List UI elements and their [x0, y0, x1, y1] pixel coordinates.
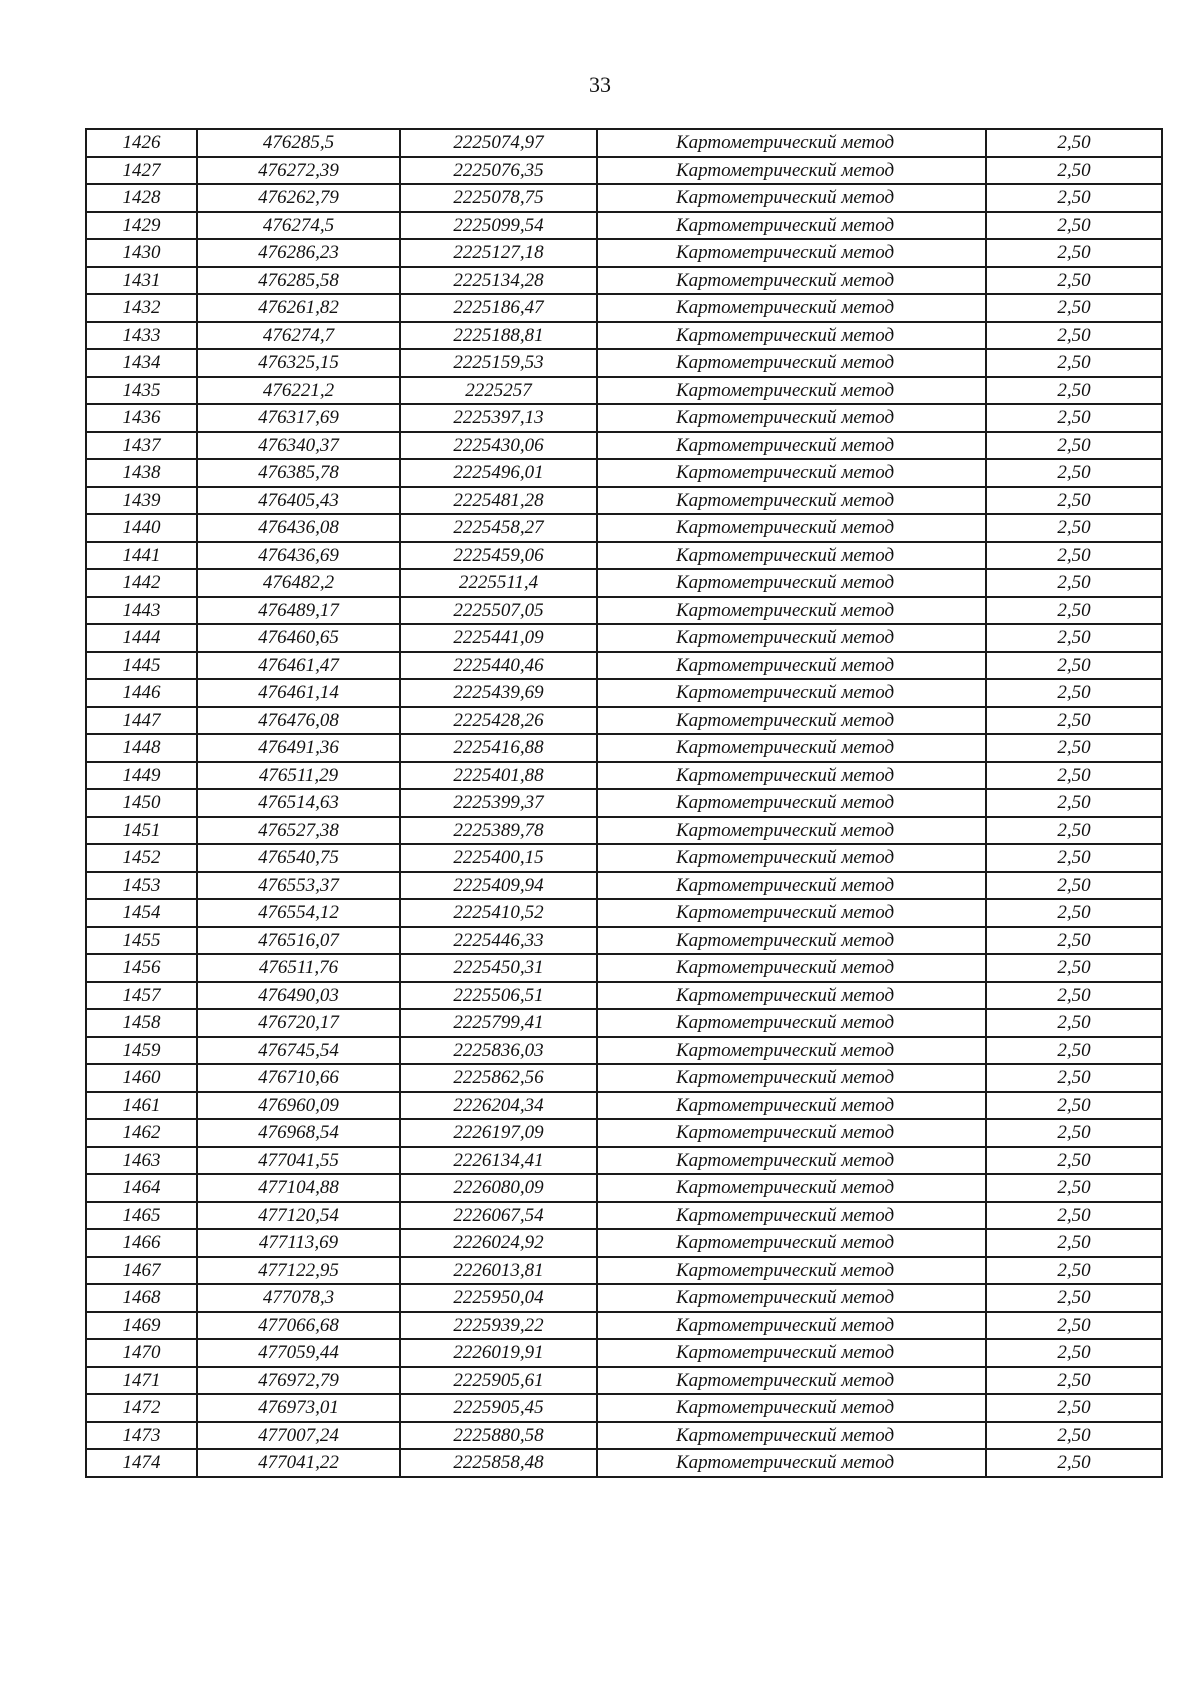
method-cell: Картометрический метод: [597, 1394, 986, 1422]
accuracy-cell: 2,50: [986, 514, 1162, 542]
accuracy-cell: 2,50: [986, 1394, 1162, 1422]
point-number-cell: 1456: [86, 954, 197, 982]
y-coordinate-cell: 2226013,81: [400, 1257, 597, 1285]
point-number-cell: 1468: [86, 1284, 197, 1312]
y-coordinate-cell: 2225078,75: [400, 184, 597, 212]
point-number-cell: 1427: [86, 157, 197, 185]
method-cell: Картометрический метод: [597, 184, 986, 212]
accuracy-cell: 2,50: [986, 542, 1162, 570]
point-number-cell: 1462: [86, 1119, 197, 1147]
method-cell: Картометрический метод: [597, 817, 986, 845]
point-number-cell: 1474: [86, 1449, 197, 1477]
point-number-cell: 1469: [86, 1312, 197, 1340]
accuracy-cell: 2,50: [986, 349, 1162, 377]
x-coordinate-cell: 476960,09: [197, 1092, 400, 1120]
accuracy-cell: 2,50: [986, 789, 1162, 817]
method-cell: Картометрический метод: [597, 542, 986, 570]
y-coordinate-cell: 2225186,47: [400, 294, 597, 322]
y-coordinate-cell: 2225439,69: [400, 679, 597, 707]
table-row: [86, 954, 1162, 982]
accuracy-cell: 2,50: [986, 377, 1162, 405]
x-coordinate-cell: 476436,08: [197, 514, 400, 542]
accuracy-cell: 2,50: [986, 707, 1162, 735]
x-coordinate-cell: 476514,63: [197, 789, 400, 817]
y-coordinate-cell: 2225409,94: [400, 872, 597, 900]
accuracy-cell: 2,50: [986, 569, 1162, 597]
y-coordinate-cell: 2225416,88: [400, 734, 597, 762]
method-cell: Картометрический метод: [597, 569, 986, 597]
accuracy-cell: 2,50: [986, 872, 1162, 900]
accuracy-cell: 2,50: [986, 1202, 1162, 1230]
method-cell: Картометрический метод: [597, 762, 986, 790]
point-number-cell: 1451: [86, 817, 197, 845]
method-cell: Картометрический метод: [597, 514, 986, 542]
x-coordinate-cell: 476274,7: [197, 322, 400, 350]
table-row: [86, 239, 1162, 267]
point-number-cell: 1461: [86, 1092, 197, 1120]
method-cell: Картометрический метод: [597, 679, 986, 707]
y-coordinate-cell: 2225410,52: [400, 899, 597, 927]
y-coordinate-cell: 2225389,78: [400, 817, 597, 845]
method-cell: Картометрический метод: [597, 404, 986, 432]
y-coordinate-cell: 2226019,91: [400, 1339, 597, 1367]
x-coordinate-cell: 476272,39: [197, 157, 400, 185]
method-cell: Картометрический метод: [597, 1202, 986, 1230]
y-coordinate-cell: 2225428,26: [400, 707, 597, 735]
y-coordinate-cell: 2225481,28: [400, 487, 597, 515]
table-row: [86, 1394, 1162, 1422]
table-row: [86, 157, 1162, 185]
point-number-cell: 1438: [86, 459, 197, 487]
y-coordinate-cell: 2225127,18: [400, 239, 597, 267]
point-number-cell: 1452: [86, 844, 197, 872]
y-coordinate-cell: 2225159,53: [400, 349, 597, 377]
method-cell: Картометрический метод: [597, 927, 986, 955]
table-row: [86, 707, 1162, 735]
method-cell: Картометрический метод: [597, 789, 986, 817]
table-row: [86, 377, 1162, 405]
x-coordinate-cell: 476554,12: [197, 899, 400, 927]
table-row: [86, 1339, 1162, 1367]
point-number-cell: 1434: [86, 349, 197, 377]
point-number-cell: 1431: [86, 267, 197, 295]
table-row: [86, 1092, 1162, 1120]
table-row: [86, 817, 1162, 845]
accuracy-cell: 2,50: [986, 844, 1162, 872]
y-coordinate-cell: 2225441,09: [400, 624, 597, 652]
method-cell: Картометрический метод: [597, 872, 986, 900]
accuracy-cell: 2,50: [986, 652, 1162, 680]
table-row: [86, 982, 1162, 1010]
method-cell: Картометрический метод: [597, 1339, 986, 1367]
x-coordinate-cell: 476274,5: [197, 212, 400, 240]
point-number-cell: 1437: [86, 432, 197, 460]
accuracy-cell: 2,50: [986, 267, 1162, 295]
x-coordinate-cell: 476745,54: [197, 1037, 400, 1065]
point-number-cell: 1435: [86, 377, 197, 405]
x-coordinate-cell: 476476,08: [197, 707, 400, 735]
y-coordinate-cell: 2225496,01: [400, 459, 597, 487]
accuracy-cell: 2,50: [986, 762, 1162, 790]
accuracy-cell: 2,50: [986, 1339, 1162, 1367]
table-row: [86, 404, 1162, 432]
coordinates-table: [85, 128, 1163, 1478]
point-number-cell: 1429: [86, 212, 197, 240]
point-number-cell: 1428: [86, 184, 197, 212]
method-cell: Картометрический метод: [597, 157, 986, 185]
method-cell: Картометрический метод: [597, 1312, 986, 1340]
point-number-cell: 1448: [86, 734, 197, 762]
table-row: [86, 679, 1162, 707]
x-coordinate-cell: 477120,54: [197, 1202, 400, 1230]
method-cell: Картометрический метод: [597, 1367, 986, 1395]
y-coordinate-cell: 2225905,45: [400, 1394, 597, 1422]
point-number-cell: 1440: [86, 514, 197, 542]
point-number-cell: 1446: [86, 679, 197, 707]
table-row: [86, 459, 1162, 487]
y-coordinate-cell: 2225507,05: [400, 597, 597, 625]
x-coordinate-cell: 476285,5: [197, 129, 400, 157]
y-coordinate-cell: 2226204,34: [400, 1092, 597, 1120]
method-cell: Картометрический метод: [597, 294, 986, 322]
accuracy-cell: 2,50: [986, 212, 1162, 240]
y-coordinate-cell: 2225799,41: [400, 1009, 597, 1037]
accuracy-cell: 2,50: [986, 927, 1162, 955]
y-coordinate-cell: 2225430,06: [400, 432, 597, 460]
x-coordinate-cell: 477059,44: [197, 1339, 400, 1367]
table-row: [86, 129, 1162, 157]
table-row: [86, 1367, 1162, 1395]
y-coordinate-cell: 2225399,37: [400, 789, 597, 817]
point-number-cell: 1453: [86, 872, 197, 900]
accuracy-cell: 2,50: [986, 1092, 1162, 1120]
table-row: [86, 267, 1162, 295]
x-coordinate-cell: 476553,37: [197, 872, 400, 900]
page-number: 33: [589, 72, 611, 97]
table-row: [86, 762, 1162, 790]
y-coordinate-cell: 2225400,15: [400, 844, 597, 872]
accuracy-cell: 2,50: [986, 1009, 1162, 1037]
accuracy-cell: 2,50: [986, 1312, 1162, 1340]
method-cell: Картометрический метод: [597, 1092, 986, 1120]
table-row: [86, 1257, 1162, 1285]
method-cell: Картометрический метод: [597, 624, 986, 652]
method-cell: Картометрический метод: [597, 597, 986, 625]
method-cell: Картометрический метод: [597, 267, 986, 295]
method-cell: Картометрический метод: [597, 349, 986, 377]
method-cell: Картометрический метод: [597, 1257, 986, 1285]
point-number-cell: 1458: [86, 1009, 197, 1037]
x-coordinate-cell: 476972,79: [197, 1367, 400, 1395]
accuracy-cell: 2,50: [986, 1174, 1162, 1202]
x-coordinate-cell: 476405,43: [197, 487, 400, 515]
method-cell: Картометрический метод: [597, 1147, 986, 1175]
method-cell: Картометрический метод: [597, 1009, 986, 1037]
point-number-cell: 1444: [86, 624, 197, 652]
point-number-cell: 1442: [86, 569, 197, 597]
table-row: [86, 1284, 1162, 1312]
x-coordinate-cell: 476968,54: [197, 1119, 400, 1147]
accuracy-cell: 2,50: [986, 1422, 1162, 1450]
method-cell: Картометрический метод: [597, 1422, 986, 1450]
point-number-cell: 1459: [86, 1037, 197, 1065]
accuracy-cell: 2,50: [986, 487, 1162, 515]
y-coordinate-cell: 2225858,48: [400, 1449, 597, 1477]
point-number-cell: 1433: [86, 322, 197, 350]
method-cell: Картометрический метод: [597, 239, 986, 267]
accuracy-cell: 2,50: [986, 157, 1162, 185]
x-coordinate-cell: 476385,78: [197, 459, 400, 487]
accuracy-cell: 2,50: [986, 1284, 1162, 1312]
y-coordinate-cell: 2225836,03: [400, 1037, 597, 1065]
y-coordinate-cell: 2226080,09: [400, 1174, 597, 1202]
coordinates-table-body: [86, 129, 1162, 1477]
y-coordinate-cell: 2225440,46: [400, 652, 597, 680]
accuracy-cell: 2,50: [986, 129, 1162, 157]
method-cell: Картометрический метод: [597, 982, 986, 1010]
y-coordinate-cell: 2225459,06: [400, 542, 597, 570]
table-row: [86, 294, 1162, 322]
point-number-cell: 1450: [86, 789, 197, 817]
point-number-cell: 1439: [86, 487, 197, 515]
point-number-cell: 1449: [86, 762, 197, 790]
accuracy-cell: 2,50: [986, 239, 1162, 267]
table-row: [86, 432, 1162, 460]
table-row: [86, 624, 1162, 652]
table-row: [86, 1009, 1162, 1037]
accuracy-cell: 2,50: [986, 597, 1162, 625]
y-coordinate-cell: 2225188,81: [400, 322, 597, 350]
point-number-cell: 1466: [86, 1229, 197, 1257]
point-number-cell: 1447: [86, 707, 197, 735]
table-row: [86, 569, 1162, 597]
x-coordinate-cell: 477066,68: [197, 1312, 400, 1340]
x-coordinate-cell: 476286,23: [197, 239, 400, 267]
method-cell: Картометрический метод: [597, 459, 986, 487]
table-row: [86, 487, 1162, 515]
point-number-cell: 1473: [86, 1422, 197, 1450]
x-coordinate-cell: 476221,2: [197, 377, 400, 405]
method-cell: Картометрический метод: [597, 1229, 986, 1257]
y-coordinate-cell: 2225862,56: [400, 1064, 597, 1092]
y-coordinate-cell: 2225511,4: [400, 569, 597, 597]
y-coordinate-cell: 2225401,88: [400, 762, 597, 790]
accuracy-cell: 2,50: [986, 899, 1162, 927]
x-coordinate-cell: 476461,47: [197, 652, 400, 680]
point-number-cell: 1454: [86, 899, 197, 927]
accuracy-cell: 2,50: [986, 954, 1162, 982]
point-number-cell: 1470: [86, 1339, 197, 1367]
point-number-cell: 1436: [86, 404, 197, 432]
accuracy-cell: 2,50: [986, 817, 1162, 845]
y-coordinate-cell: 2225950,04: [400, 1284, 597, 1312]
point-number-cell: 1472: [86, 1394, 197, 1422]
x-coordinate-cell: 476482,2: [197, 569, 400, 597]
accuracy-cell: 2,50: [986, 294, 1162, 322]
method-cell: Картометрический метод: [597, 432, 986, 460]
table-row: [86, 1312, 1162, 1340]
accuracy-cell: 2,50: [986, 1037, 1162, 1065]
point-number-cell: 1457: [86, 982, 197, 1010]
table-row: [86, 597, 1162, 625]
method-cell: Картометрический метод: [597, 1037, 986, 1065]
method-cell: Картометрический метод: [597, 1284, 986, 1312]
point-number-cell: 1441: [86, 542, 197, 570]
point-number-cell: 1464: [86, 1174, 197, 1202]
table-row: [86, 1037, 1162, 1065]
point-number-cell: 1455: [86, 927, 197, 955]
x-coordinate-cell: 477104,88: [197, 1174, 400, 1202]
accuracy-cell: 2,50: [986, 624, 1162, 652]
table-row: [86, 1064, 1162, 1092]
y-coordinate-cell: 2225134,28: [400, 267, 597, 295]
method-cell: Картометрический метод: [597, 1119, 986, 1147]
point-number-cell: 1471: [86, 1367, 197, 1395]
point-number-cell: 1432: [86, 294, 197, 322]
y-coordinate-cell: 2225074,97: [400, 129, 597, 157]
method-cell: Картометрический метод: [597, 322, 986, 350]
accuracy-cell: 2,50: [986, 184, 1162, 212]
y-coordinate-cell: 2226024,92: [400, 1229, 597, 1257]
y-coordinate-cell: 2226067,54: [400, 1202, 597, 1230]
method-cell: Картометрический метод: [597, 1064, 986, 1092]
x-coordinate-cell: 476490,03: [197, 982, 400, 1010]
x-coordinate-cell: 477122,95: [197, 1257, 400, 1285]
method-cell: Картометрический метод: [597, 707, 986, 735]
table-row: [86, 542, 1162, 570]
x-coordinate-cell: 477113,69: [197, 1229, 400, 1257]
method-cell: Картометрический метод: [597, 954, 986, 982]
table-row: [86, 927, 1162, 955]
y-coordinate-cell: 2225458,27: [400, 514, 597, 542]
x-coordinate-cell: 476325,15: [197, 349, 400, 377]
x-coordinate-cell: 477041,22: [197, 1449, 400, 1477]
accuracy-cell: 2,50: [986, 1449, 1162, 1477]
x-coordinate-cell: 476540,75: [197, 844, 400, 872]
accuracy-cell: 2,50: [986, 1119, 1162, 1147]
accuracy-cell: 2,50: [986, 1229, 1162, 1257]
y-coordinate-cell: 2225880,58: [400, 1422, 597, 1450]
y-coordinate-cell: 2225939,22: [400, 1312, 597, 1340]
method-cell: Картометрический метод: [597, 129, 986, 157]
accuracy-cell: 2,50: [986, 322, 1162, 350]
x-coordinate-cell: 476460,65: [197, 624, 400, 652]
x-coordinate-cell: 476285,58: [197, 267, 400, 295]
x-coordinate-cell: 476527,38: [197, 817, 400, 845]
x-coordinate-cell: 476973,01: [197, 1394, 400, 1422]
table-row: [86, 1147, 1162, 1175]
point-number-cell: 1465: [86, 1202, 197, 1230]
method-cell: Картометрический метод: [597, 844, 986, 872]
y-coordinate-cell: 2225446,33: [400, 927, 597, 955]
x-coordinate-cell: 476511,76: [197, 954, 400, 982]
point-number-cell: 1443: [86, 597, 197, 625]
x-coordinate-cell: 477078,3: [197, 1284, 400, 1312]
x-coordinate-cell: 477007,24: [197, 1422, 400, 1450]
method-cell: Картометрический метод: [597, 734, 986, 762]
table-row: [86, 734, 1162, 762]
point-number-cell: 1445: [86, 652, 197, 680]
x-coordinate-cell: 476261,82: [197, 294, 400, 322]
x-coordinate-cell: 476340,37: [197, 432, 400, 460]
table-row: [86, 652, 1162, 680]
table-row: [86, 1229, 1162, 1257]
accuracy-cell: 2,50: [986, 982, 1162, 1010]
x-coordinate-cell: 476461,14: [197, 679, 400, 707]
y-coordinate-cell: 2225905,61: [400, 1367, 597, 1395]
method-cell: Картометрический метод: [597, 652, 986, 680]
y-coordinate-cell: 2226134,41: [400, 1147, 597, 1175]
y-coordinate-cell: 2225506,51: [400, 982, 597, 1010]
x-coordinate-cell: 476720,17: [197, 1009, 400, 1037]
accuracy-cell: 2,50: [986, 432, 1162, 460]
accuracy-cell: 2,50: [986, 1147, 1162, 1175]
x-coordinate-cell: 476710,66: [197, 1064, 400, 1092]
point-number-cell: 1467: [86, 1257, 197, 1285]
table-row: [86, 844, 1162, 872]
table-row: [86, 789, 1162, 817]
point-number-cell: 1463: [86, 1147, 197, 1175]
method-cell: Картометрический метод: [597, 487, 986, 515]
method-cell: Картометрический метод: [597, 899, 986, 927]
accuracy-cell: 2,50: [986, 1064, 1162, 1092]
y-coordinate-cell: 2226197,09: [400, 1119, 597, 1147]
point-number-cell: 1460: [86, 1064, 197, 1092]
accuracy-cell: 2,50: [986, 459, 1162, 487]
table-row: [86, 872, 1162, 900]
x-coordinate-cell: 476317,69: [197, 404, 400, 432]
table-row: [86, 322, 1162, 350]
method-cell: Картометрический метод: [597, 212, 986, 240]
x-coordinate-cell: 476489,17: [197, 597, 400, 625]
method-cell: Картометрический метод: [597, 1174, 986, 1202]
table-row: [86, 899, 1162, 927]
table-row: [86, 1174, 1162, 1202]
x-coordinate-cell: 476436,69: [197, 542, 400, 570]
x-coordinate-cell: 476262,79: [197, 184, 400, 212]
y-coordinate-cell: 2225450,31: [400, 954, 597, 982]
x-coordinate-cell: 477041,55: [197, 1147, 400, 1175]
x-coordinate-cell: 476491,36: [197, 734, 400, 762]
table-row: [86, 514, 1162, 542]
method-cell: Картометрический метод: [597, 377, 986, 405]
y-coordinate-cell: 2225076,35: [400, 157, 597, 185]
table-row: [86, 184, 1162, 212]
accuracy-cell: 2,50: [986, 1367, 1162, 1395]
y-coordinate-cell: 2225099,54: [400, 212, 597, 240]
accuracy-cell: 2,50: [986, 1257, 1162, 1285]
table-row: [86, 212, 1162, 240]
y-coordinate-cell: 2225257: [400, 377, 597, 405]
table-row: [86, 1119, 1162, 1147]
accuracy-cell: 2,50: [986, 734, 1162, 762]
table-row: [86, 1449, 1162, 1477]
point-number-cell: 1426: [86, 129, 197, 157]
x-coordinate-cell: 476516,07: [197, 927, 400, 955]
accuracy-cell: 2,50: [986, 679, 1162, 707]
table-row: [86, 349, 1162, 377]
point-number-cell: 1430: [86, 239, 197, 267]
table-row: [86, 1202, 1162, 1230]
table-row: [86, 1422, 1162, 1450]
y-coordinate-cell: 2225397,13: [400, 404, 597, 432]
method-cell: Картометрический метод: [597, 1449, 986, 1477]
accuracy-cell: 2,50: [986, 404, 1162, 432]
x-coordinate-cell: 476511,29: [197, 762, 400, 790]
